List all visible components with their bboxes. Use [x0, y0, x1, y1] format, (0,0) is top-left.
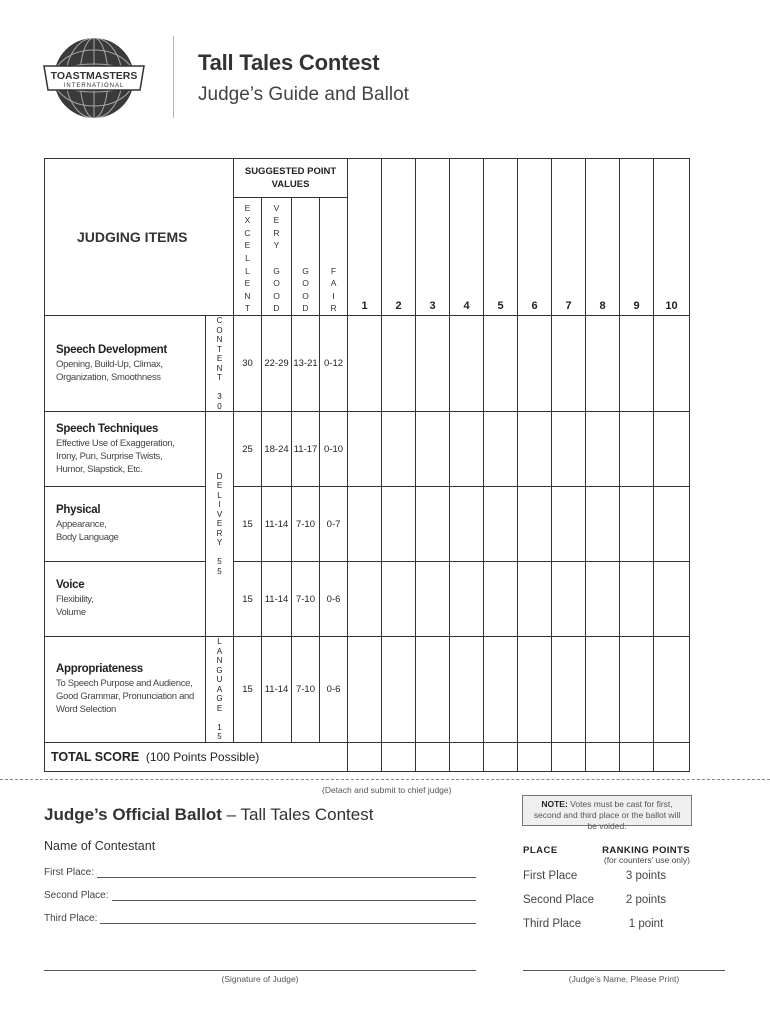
score-cell[interactable]: [518, 487, 552, 562]
item-speech-development: [45, 316, 206, 412]
vertical-letter: A: [216, 646, 223, 656]
vertical-letter: E: [216, 703, 223, 713]
score-cell[interactable]: [348, 487, 382, 562]
score-cell[interactable]: [552, 412, 586, 487]
score-cell[interactable]: [552, 316, 586, 412]
item-title: Speech Development: [56, 343, 167, 356]
vertical-letter: T: [217, 373, 222, 382]
item-voice: [45, 562, 206, 637]
vertical-letter: E: [244, 202, 251, 213]
vertical-letter: G: [302, 265, 309, 276]
vertical-letter: N: [216, 335, 223, 344]
score-cell[interactable]: [484, 316, 518, 412]
points-excellent: 15: [234, 637, 262, 743]
item-desc: To Speech Purpose and Audience,: [56, 677, 193, 689]
total-cell[interactable]: [416, 742, 450, 771]
signature-field[interactable]: [44, 970, 476, 971]
judging-table: [44, 158, 690, 772]
score-cell[interactable]: [382, 637, 416, 743]
rank-points-third: 1 point: [628, 918, 664, 930]
score-cell[interactable]: [654, 637, 690, 743]
item-physical: [45, 487, 206, 562]
item-desc: Flexibility,: [56, 594, 94, 605]
score-cell[interactable]: [552, 562, 586, 637]
first-place-field[interactable]: [97, 866, 476, 878]
points-good: 7-10: [292, 637, 320, 743]
place-header: PLACE: [523, 845, 558, 856]
points-fair: 0-10: [320, 412, 348, 487]
item-appropriateness: [45, 637, 206, 743]
points-fair: 0-7: [320, 487, 348, 562]
total-cell[interactable]: [518, 742, 552, 771]
vertical-letter: L: [245, 253, 250, 264]
second-place-row: [44, 885, 476, 901]
total-cell[interactable]: [382, 742, 416, 771]
item-speech-techniques: [45, 412, 206, 487]
vertical-letter: V: [273, 202, 280, 213]
rank-place-third: Third Place: [523, 918, 582, 930]
item-title: Speech Techniques: [56, 422, 159, 435]
vertical-letter: I: [218, 500, 221, 510]
vertical-letter: [206, 713, 233, 723]
score-cell[interactable]: [586, 562, 620, 637]
vertical-letter: Y: [273, 240, 280, 251]
score-cell[interactable]: [620, 562, 654, 637]
score-cell[interactable]: [620, 487, 654, 562]
item-desc: Volume: [56, 607, 86, 618]
vertical-letter: 3: [217, 392, 222, 401]
score-cell[interactable]: [382, 487, 416, 562]
vertical-letter: O: [273, 290, 280, 301]
score-cell[interactable]: [620, 412, 654, 487]
contestant-col-8: 8: [586, 159, 620, 316]
points-good: 7-10: [292, 487, 320, 562]
total-cell[interactable]: [620, 742, 654, 771]
points-good: 13-21: [292, 316, 320, 412]
score-cell[interactable]: [518, 412, 552, 487]
score-cell[interactable]: [450, 562, 484, 637]
points-excellent: 30: [234, 316, 262, 412]
total-score-row: [45, 742, 348, 771]
vertical-letter: D: [273, 303, 280, 314]
toastmasters-logo: [40, 36, 148, 120]
points-excellent: 15: [234, 487, 262, 562]
ballot-title-bold: Judge’s Official Ballot: [44, 805, 222, 824]
item-desc: Good Grammar, Pronunciation and: [56, 690, 195, 702]
signature-label: (Signature of Judge): [221, 974, 299, 984]
score-cell[interactable]: [620, 316, 654, 412]
judge-name-field[interactable]: [523, 970, 725, 971]
score-cell[interactable]: [518, 637, 552, 743]
rating-very-good: [262, 198, 292, 316]
points-fair: 0-6: [320, 637, 348, 743]
contestant-col-4: 4: [450, 159, 484, 316]
score-cell[interactable]: [416, 562, 450, 637]
ballot-title: [44, 805, 373, 825]
score-cell[interactable]: [450, 316, 484, 412]
item-desc: Opening, Build-Up, Climax,: [56, 358, 163, 370]
contestant-col-7: 7: [552, 159, 586, 316]
score-cell[interactable]: [654, 412, 690, 487]
vertical-letter: O: [302, 290, 309, 301]
page-subtitle: Judge’s Guide and Ballot: [198, 84, 409, 105]
points-excellent: 15: [234, 562, 262, 637]
contestant-col-10: 10: [654, 159, 690, 316]
total-score-note: (100 Points Possible): [145, 749, 260, 764]
vertical-letter: E: [216, 481, 223, 491]
vertical-letter: N: [216, 363, 223, 373]
score-cell[interactable]: [450, 487, 484, 562]
points-good: 7-10: [292, 562, 320, 637]
vertical-letter: O: [302, 278, 309, 289]
logo-subtext: INTERNATIONAL: [63, 83, 125, 89]
total-cell[interactable]: [654, 742, 690, 771]
category-language: [206, 637, 234, 743]
note-text: Votes must be cast for first, second and third place or the ballot will be voided.: [533, 799, 681, 831]
score-cell[interactable]: [382, 316, 416, 412]
total-cell[interactable]: [484, 742, 518, 771]
note-box: [522, 795, 692, 831]
vertical-letter: R: [216, 528, 223, 538]
vertical-letter: Y: [216, 538, 223, 548]
item-desc: Irony, Pun, Surprise Twists,: [56, 450, 163, 462]
item-desc: Organization, Smoothness: [56, 371, 161, 383]
contestant-col-5: 5: [484, 159, 518, 316]
item-desc: Word Selection: [56, 703, 117, 715]
third-place-label: Third Place:: [44, 913, 98, 924]
score-cell[interactable]: [484, 412, 518, 487]
vertical-letter: U: [216, 675, 223, 684]
score-cell[interactable]: [654, 562, 690, 637]
item-desc: Body Language: [56, 532, 119, 543]
points-very-good: 11-14: [262, 487, 292, 562]
vertical-letter: 1: [217, 722, 222, 732]
vertical-letter: N: [244, 290, 251, 301]
score-cell[interactable]: [484, 487, 518, 562]
name-of-contestant-label: Name of Contestant: [44, 839, 156, 853]
header-divider: [173, 36, 174, 118]
detach-note: (Detach and submit to chief judge): [322, 785, 452, 795]
total-cell[interactable]: [552, 742, 586, 771]
score-cell[interactable]: [484, 562, 518, 637]
score-cell[interactable]: [586, 316, 620, 412]
score-cell[interactable]: [620, 637, 654, 743]
score-cell[interactable]: [450, 412, 484, 487]
rank-points-first: 3 points: [625, 870, 667, 882]
score-cell[interactable]: [552, 637, 586, 743]
category-content: [206, 316, 234, 412]
item-title: Appropriateness: [56, 662, 143, 675]
vertical-letter: R: [273, 227, 280, 238]
contestant-col-9: 9: [620, 159, 654, 316]
item-desc: Humor, Slapstick, Etc.: [56, 463, 143, 475]
rating-excellent: [234, 198, 262, 316]
first-place-row: [44, 862, 476, 878]
vertical-letter: 5: [217, 732, 222, 741]
vertical-letter: R: [330, 303, 337, 314]
second-place-label: Second Place:: [44, 890, 109, 901]
vertical-letter: C: [244, 227, 251, 238]
detach-line: [0, 779, 770, 780]
vertical-letter: D: [216, 471, 223, 481]
judging-items-header: JUDGING ITEMS: [45, 159, 234, 316]
vertical-letter: E: [216, 519, 223, 529]
score-cell[interactable]: [586, 637, 620, 743]
judge-name-label: (Judge’s Name, Please Print): [568, 974, 680, 984]
rating-fair: [320, 198, 348, 316]
vertical-letter: I: [332, 290, 335, 301]
score-cell[interactable]: [586, 412, 620, 487]
score-cell[interactable]: [416, 412, 450, 487]
vertical-letter: X: [244, 215, 251, 226]
vertical-letter: N: [216, 656, 223, 665]
vertical-letter: L: [217, 490, 222, 500]
vertical-letter: 5: [217, 566, 222, 576]
points-fair: 0-12: [320, 316, 348, 412]
score-cell[interactable]: [518, 562, 552, 637]
page-title: Tall Tales Contest: [198, 50, 380, 75]
score-cell[interactable]: [450, 637, 484, 743]
suggested-points-header: SUGGESTED POINT VALUES: [234, 159, 348, 198]
score-cell[interactable]: [518, 316, 552, 412]
contestant-col-2: 2: [382, 159, 416, 316]
rank-points-second: 2 points: [625, 894, 667, 906]
category-delivery: [206, 412, 234, 637]
points-very-good: 11-14: [262, 637, 292, 743]
score-cell[interactable]: [416, 487, 450, 562]
points-very-good: 22-29: [262, 316, 292, 412]
vertical-letter: O: [216, 325, 223, 335]
total-score-label: TOTAL SCORE: [51, 749, 140, 764]
ballot-title-rest: – Tall Tales Contest: [221, 805, 374, 824]
vertical-letter: [206, 383, 233, 393]
vertical-letter: C: [216, 316, 223, 325]
total-cell[interactable]: [450, 742, 484, 771]
vertical-letter: 5: [217, 557, 222, 567]
score-cell[interactable]: [484, 637, 518, 743]
vertical-letter: G: [216, 665, 223, 675]
score-cell[interactable]: [586, 487, 620, 562]
score-cell[interactable]: [382, 412, 416, 487]
score-cell[interactable]: [552, 487, 586, 562]
score-cell[interactable]: [654, 487, 690, 562]
vertical-letter: D: [302, 303, 309, 314]
third-place-field[interactable]: [100, 912, 476, 924]
logo-text: TOASTMASTERS: [50, 70, 138, 82]
item-desc: Appearance,: [56, 519, 107, 530]
item-title: Physical: [56, 504, 101, 516]
vertical-letter: O: [273, 278, 280, 289]
score-cell[interactable]: [348, 562, 382, 637]
item-title: Voice: [56, 579, 85, 591]
second-place-field[interactable]: [112, 889, 477, 901]
vertical-letter: T: [217, 344, 222, 354]
contestant-col-6: 6: [518, 159, 552, 316]
first-place-label: First Place:: [44, 867, 95, 878]
score-cell[interactable]: [348, 637, 382, 743]
points-very-good: 11-14: [262, 562, 292, 637]
vertical-letter: L: [217, 637, 222, 646]
vertical-letter: V: [216, 509, 223, 519]
vertical-letter: [262, 252, 291, 265]
vertical-letter: G: [216, 694, 223, 703]
score-cell[interactable]: [348, 316, 382, 412]
item-desc: Effective Use of Exaggeration,: [56, 437, 175, 449]
ranking-points-header: RANKING POINTS: [602, 845, 690, 856]
score-cell[interactable]: [348, 412, 382, 487]
score-cell[interactable]: [416, 316, 450, 412]
score-cell[interactable]: [382, 562, 416, 637]
vertical-letter: E: [244, 278, 251, 289]
vertical-letter: E: [216, 354, 223, 363]
vertical-letter: E: [244, 240, 251, 251]
vertical-letter: G: [273, 265, 280, 276]
points-good: 11-17: [292, 412, 320, 487]
points-very-good: 18-24: [262, 412, 292, 487]
vertical-letter: L: [245, 265, 250, 276]
note-label: NOTE:: [541, 799, 568, 809]
score-cell[interactable]: [654, 316, 690, 412]
vertical-letter: A: [216, 684, 223, 694]
vertical-letter: F: [330, 265, 337, 276]
vertical-letter: T: [244, 303, 251, 314]
total-cell[interactable]: [586, 742, 620, 771]
total-cell[interactable]: [348, 742, 382, 771]
rank-place-second: Second Place: [523, 894, 594, 906]
points-excellent: 25: [234, 412, 262, 487]
third-place-row: [44, 908, 476, 924]
rating-good: [292, 198, 320, 316]
contestant-col-3: 3: [416, 159, 450, 316]
vertical-letter: [206, 548, 233, 558]
contestant-col-1: 1: [348, 159, 382, 316]
points-fair: 0-6: [320, 562, 348, 637]
rank-place-first: First Place: [523, 870, 578, 882]
vertical-letter: 0: [217, 401, 222, 411]
vertical-letter: A: [330, 278, 337, 289]
ranking-points-subheader: (for counters’ use only): [603, 855, 690, 865]
score-cell[interactable]: [416, 637, 450, 743]
vertical-letter: E: [273, 215, 280, 226]
